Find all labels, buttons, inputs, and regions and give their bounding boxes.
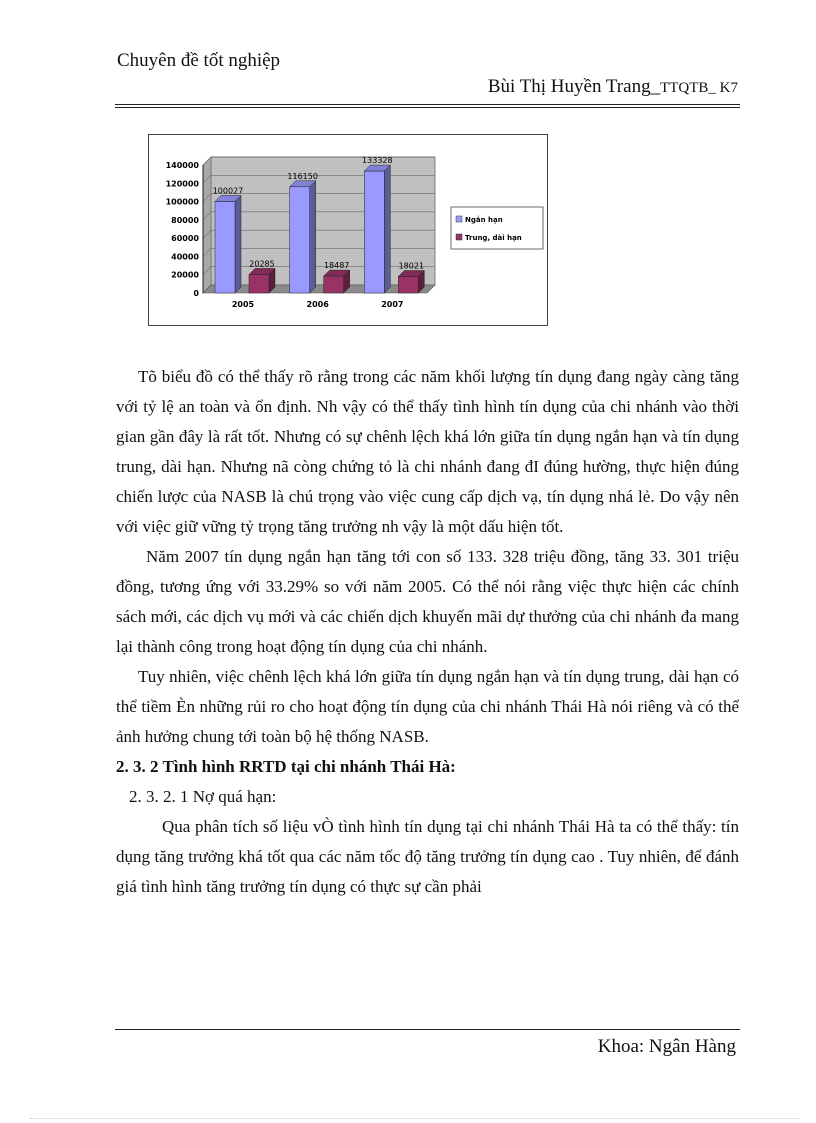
paragraph-4: Qua phân tích số liệu vÒ tình hình tín dụng tại chi nhánh Thái Hà ta có thể thấy: tín dụng tăng trưởng khá tốt qua các năm tốc độ tăng trưởng tín dụng cao . Tuy nhiên, để đánh giá tình hình tăng trưởng tín dụng có thực sự cần phải: [116, 817, 739, 896]
data-label: 20285: [249, 259, 275, 269]
credit-chart-svg: [149, 135, 547, 325]
page-bottom-dotted-line: [30, 1118, 800, 1119]
legend-label-long-term: Trung, dài hạn: [465, 234, 522, 242]
header-left-title: Chuyên đề tốt nghiệp: [117, 50, 281, 71]
bar-short-term-2005: [215, 202, 235, 293]
legend-swatch-long-term: [456, 234, 462, 240]
data-label: 116150: [287, 171, 318, 181]
x-category-label: 2007: [381, 300, 404, 309]
header-rule-top: [115, 104, 740, 105]
bar-short-term-2007: [364, 171, 384, 293]
legend-swatch-short-term: [456, 216, 462, 222]
chart-legend: [451, 207, 543, 249]
y-tick-label: 60000: [171, 234, 199, 244]
paragraph-1: Tõ biểu đồ có thể thấy rõ rằng trong các năm khối lượng tín dụng đang ngày càng tăng với tỷ lệ an toàn và ổn định. Nh vậy có thể thấy tình hình tín dụng của chi nhánh vào thời gian gần đây là rất tốt. Nhưng có sự chênh lệch khá lớn giữa tín dụng ngắn hạn và tín dụng trung, dài hạn. Nhưng nã còng chứng tỏ là chi nhánh đang đI đúng hường, thực hiện đúng chiến lược của NASB là chú trọng vào việc cung cấp dịch vạ, tín dụng nhá lẻ. Do vậy nên với việc giữ vững tỷ trọng tăng trưởng nh vậy là một dấu hiện tốt.: [116, 367, 739, 536]
bar-long-term-2006: [324, 276, 344, 293]
chart-side-wall: [203, 157, 211, 293]
bar-short-term-2006-side: [310, 181, 316, 293]
y-tick-label: 0: [193, 289, 199, 298]
data-label: 18487: [323, 261, 350, 271]
bar-short-term-2006: [290, 187, 310, 293]
section-heading: 2. 3. 2 Tình hình RRTD tại chi nhánh Thái Hà:: [116, 757, 456, 776]
credit-chart: [148, 134, 548, 326]
header-author: [488, 76, 738, 98]
y-tick-label: 40000: [171, 252, 199, 262]
header-class-code: TTQTB_ K7: [660, 80, 738, 96]
paragraph-2: Năm 2007 tín dụng ngắn hạn tăng tới con số 133. 328 triệu đồng, tăng 33. 301 triệu đồng, tương ứng với 33.29% so với năm 2005. Có thể nói rằng việc thực hiện các chính sách mới, các dịch vụ mới và các chiến dịch khuyến mãi dự thưởng của chi nhánh đa mang lại thành công trong hoạt động tín dụng của chi nhánh.: [116, 547, 739, 656]
bar-short-term-2007-side: [384, 165, 390, 293]
data-label: 18021: [398, 261, 425, 271]
bar-short-term-2005-side: [235, 196, 241, 293]
paragraph-3: Tuy nhiên, việc chênh lệch khá lớn giữa tín dụng ngắn hạn và tín dụng trung, dài hạn có thể tiềm Èn những rủi ro cho hoạt động tín dụng của chi nhánh Thái Hà nói riêng và có thể ảnh hưởng chung tới toàn bộ hệ thống NASB.: [116, 667, 739, 746]
header-author-name: Bùi Thị Huyền Trang_: [487, 76, 661, 97]
bar-long-term-2007: [398, 277, 418, 293]
footer-rule: [115, 1029, 740, 1030]
footer-faculty: Khoa: Ngân Hàng: [597, 1036, 736, 1057]
legend-label-short-term: Ngắn hạn: [465, 216, 503, 224]
data-label: 100027: [212, 186, 244, 196]
data-label: 133328: [362, 156, 393, 166]
subsection-heading: 2. 3. 2. 1 Nợ quá hạn:: [129, 787, 277, 806]
y-tick-label: 140000: [165, 161, 199, 170]
header-rule-bottom: [115, 107, 740, 108]
x-category-label: 2005: [231, 300, 255, 309]
bar-long-term-2005: [249, 274, 269, 293]
y-tick-label: 120000: [165, 179, 199, 189]
x-category-label: 2006: [306, 300, 329, 309]
y-tick-label: 100000: [165, 197, 199, 207]
body-text: [116, 362, 739, 902]
y-tick-label: 20000: [171, 270, 199, 280]
y-tick-label: 80000: [171, 215, 199, 225]
